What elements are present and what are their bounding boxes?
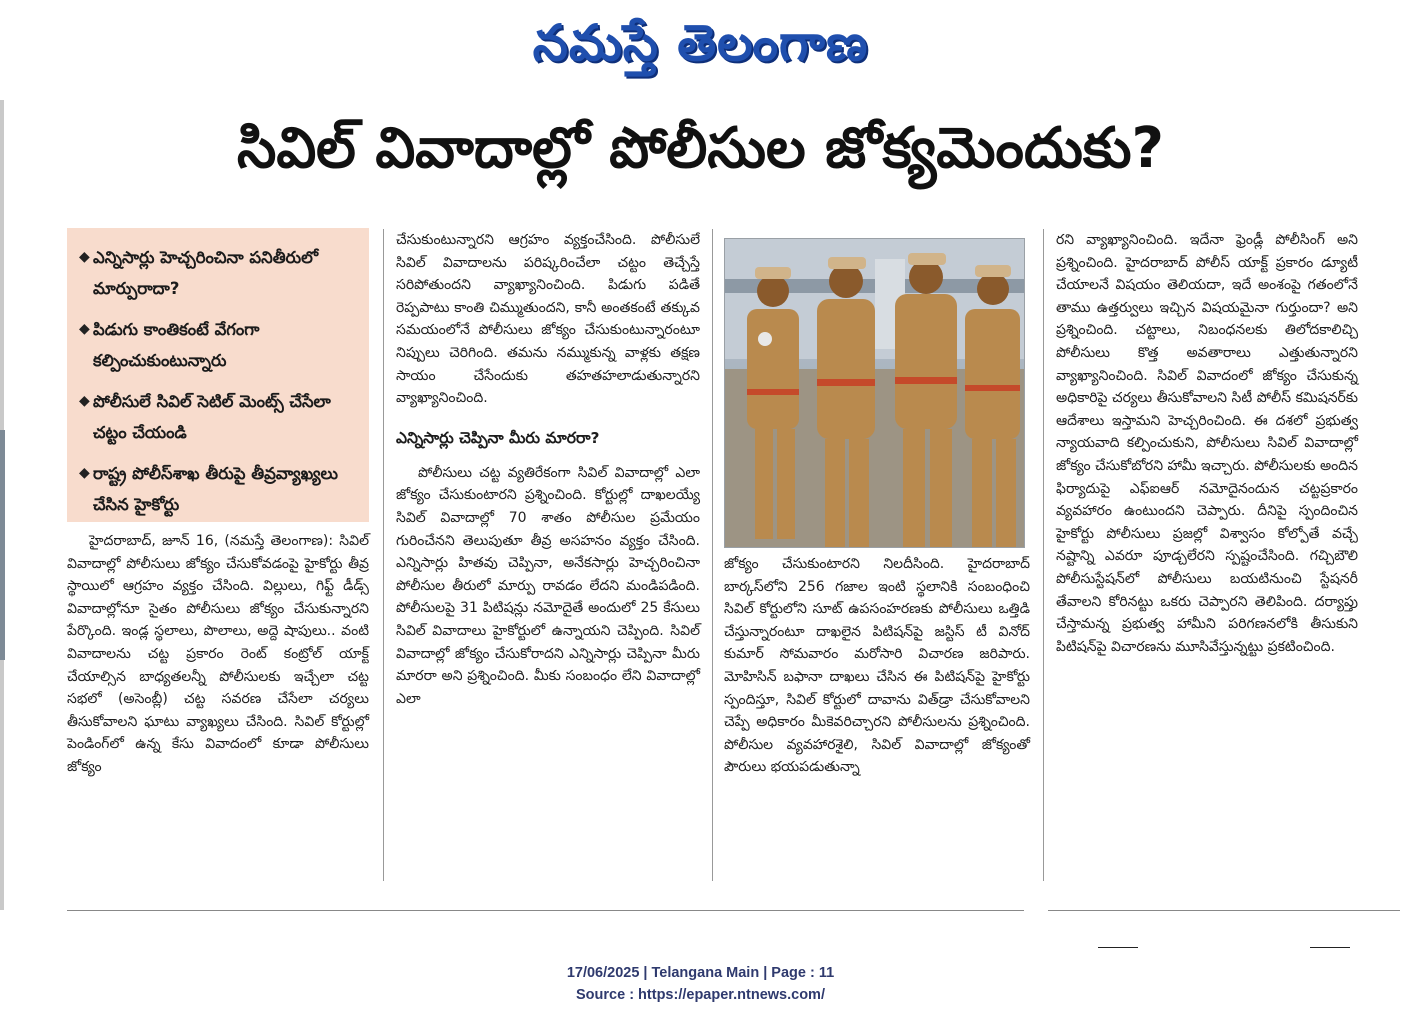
article-paragraph: జోక్యం చేసుకుంటారని నిలదీసింది. హైదరాబాద్ బార్కస్‌లోని 256 గజాల ఇంటి స్థలానికి సంబంధించి సివిల్ కోర్టులోని సూట్ ఉపసంహరణకు పోలీసులు ఒత్తిడి చేస్తున్నారంటూ దాఖలైన పిటిషన్‌పై జస్టిస్ టీ వినోద్ కుమార్ సోమవారం మరోసారి విచారణ జరిపారు. మోహిసిన్ బఫానా దాఖలు చేసిన ఈ పిటిషన్‌పై హైకోర్టు స్పందిస్తూ, సివిల్ కోర్టులో దావాను విత్‌డ్రా చేసుకోవాలని చెప్పే అధికారం మీకెవరిచ్చారని పోలీసులను ప్రశ్నించింది. పోలీసుల వ్యవహారశైలి, సివిల్ వివాదాల్లో జోక్యంతో పౌరులు భయపడుతున్నా [724, 556, 1030, 776]
highlight-item [79, 242, 359, 304]
highlights-box [67, 228, 369, 522]
bullet-diamond-icon: ◆ [79, 249, 90, 265]
highlight-text: రాష్ట్ర పోలీస్‌శాఖ తీరుపై తీవ్రవ్యాఖ్యలు చేసిన హైకోర్టు [93, 464, 338, 514]
police-officers-photo [724, 238, 1025, 548]
cropped-text-fragment [1070, 943, 1370, 948]
bottom-rule [1048, 910, 1400, 911]
article-headline: సివిల్ వివాదాల్లో పోలీసుల జోక్యమెందుకు? [237, 116, 1164, 181]
bullet-diamond-icon: ◆ [79, 465, 90, 481]
highlight-text: పిడుగు కాంతికంటే వేగంగా కల్పించుకుంటున్నారు [93, 320, 260, 370]
bottom-rule [67, 910, 1024, 911]
edition-info: 17/06/2025 | Telangana Main | Page : 11 [566, 965, 835, 981]
bullet-diamond-icon: ◆ [79, 393, 90, 409]
newspaper-masthead: నమస్తే తెలంగాణ [532, 14, 869, 72]
article-paragraph: రని వ్యాఖ్యానించింది. ఇదేనా ఫ్రెండ్లీ పోలీసింగ్ అని ప్రశ్నించింది. హైదరాబాద్ పోలీస్ యాక్ట్ ప్రకారం డ్యూటీ చేయాలనే విషయం తెలియదా, ఇదే అంశంపై గతంలోనే తాము ఉత్తర్వులు ఇచ్చిన విషయమైనా గుర్తుందా? అని ప్రశ్నించింది. చట్టాలు, నిబంధనలకు తిలోదకాలిచ్చి పోలీసులు కొత్త అవతారాలు ఎత్తుతున్నారని వ్యాఖ్యానించింది. సివిల్ వివాదంలో జోక్యం చేసుకున్న అధికారిపై చర్యలు తీసుకోవాలని సిటీ పోలీస్ కమిషనర్‌కు ఆదేశాలు ఇస్తామని హెచ్చరించింది. ఈ దశలో ప్రభుత్వ న్యాయవాది కల్పించుకుని, పోలీసులు సివిల్ వివాదాల్లో జోక్యం చేసుకోబోరని హామీ ఇచ్చారు. పోలీసులకు అందిన ఫిర్యాదుపై ఎఫ్ఐఆర్ నమోదైనందున చట్టప్రకారం వ్యవహారం ఉంటుందని చెప్పారు. దీనిపై స్పందించిన హైకోర్టు పోలీసులు ప్రజల్లో విశ్వాసం కోల్పోతే వచ్చే నష్టాన్ని ఎవరూ పూడ్చలేరని స్పష్టంచేసింది. గచ్చిబౌలి పోలీసుస్టేషన్‌లో పోలీసులు బయటినుంచి స్టేషనరీ తేవాలని కోరినట్టు ఒకరు చెప్పారని తెలిపింది. దర్యాప్తు చేస్తామన్న ప్రభుత్వ హామీని పరిగణనలోకి తీసుకుని పిటిషన్‌పై విచారణను మూసివేస్తున్నట్టు ప్రకటించింది. [1056, 232, 1358, 655]
next-article-fragment [1070, 938, 1370, 948]
highlight-item [79, 386, 359, 448]
source-url: Source : https://epaper.ntnews.com/ [576, 987, 825, 1003]
bullet-diamond-icon: ◆ [79, 321, 90, 337]
adjacent-page-fragment [0, 430, 5, 660]
article-column-3 [724, 553, 1030, 779]
article-paragraph: పోలీసులు చట్ట వ్యతిరేకంగా సివిల్ వివాదాల్లో ఎలా జోక్యం చేసుకుంటారని ప్రశ్నించింది. కోర్టుల్లో దాఖలయ్యే సివిల్ వివాదాల్లో 70 శాతం పోలీసుల ప్రమేయం గురించేనని తెలుపుతూ తీవ్ర అసహనం వ్యక్తం చేసింది. ఎన్నిసార్లు హితవు చెప్పినా, అనేకసార్లు హెచ్చరించినా పోలీసుల తీరులో మార్పు రావడం లేదని మండిపడింది. పోలీసులపై 31 పిటిషన్లు నమోదైతే అందులో 25 కేసులు సివిల్ వివాదాలు హైకోర్టులో ఉన్నాయని చెప్పింది. సివిల్ వివాదాల్లో జోక్యం చేసుకోరాదని ఎన్నిసార్లు చెప్పినా మీరు మారరా అని ప్రశ్నించింది. మీకు సంబంధం లేని వివాదాల్లో ఎలా [396, 464, 700, 707]
photo-illustration [725, 239, 1025, 548]
page-footer [0, 962, 1401, 1006]
highlight-text: పోలీసులే సివిల్ సెటిల్ మెంట్స్ చేసేలా చట్టం చేయండి [93, 392, 331, 442]
article-paragraph: హైదరాబాద్, జూన్ 16, (నమస్తే తెలంగాణ): సివిల్ వివాదాల్లో పోలీసులు జోక్యం చేసుకోవడంపై హైకోర్టు తీవ్ర స్థాయిలో ఆగ్రహం వ్యక్తం చేసింది. విల్లులు, గిఫ్ట్ డీడ్స్ వివాదాల్లోనూ సైతం పోలీసులు జోక్యం చేసుకున్నారని పేర్కొంది. ఇండ్ల స్థలాలు, పొలాలు, అద్దె షాపులు.. వంటి వివాదాలను చట్ట ప్రకారం రెంట్ కంట్రోల్ యాక్ట్ చేయాల్సిన బాధ్యతలన్నీ పోలీసులకు ఇచ్చేలా చట్ట సభలో (అసెంబ్లీ) చట్ట సవరణ చేసేలా చర్యలు తీసుకోవాలని ఘాటు వ్యాఖ్యలు చేసింది. సివిల్ కోర్టుల్లో పెండింగ్‌లో ఉన్న కేసు వివాదంలో కూడా పోలీసులు జోక్యం [67, 533, 369, 775]
column-divider [712, 229, 713, 881]
article-column-1 [67, 530, 369, 779]
highlight-text: ఎన్నిసార్లు హెచ్చరించినా పనితీరులో మార్పురాదా? [93, 248, 319, 298]
article-paragraph: చేసుకుంటున్నారని ఆగ్రహం వ్యక్తంచేసింది. పోలీసులే సివిల్ వివాదాలను పరిష్కరించేలా చట్టం తెచ్చేస్తే సరిపోతుందని వ్యాఖ్యానించింది. పిడుగు పడితే రెప్పపాటు కాంతి చిమ్ముతుందని, కానీ అంతకంటే తక్కువ సమయంలోనే పోలీసులు జోక్యం చేసుకుంటున్నారంటూ నిప్పులు చెరిగింది. తమను నమ్ముకున్న వాళ్లకు తక్షణ సాయం చేసేందుకు తహతహలాడుతున్నారని వ్యాఖ్యానించింది. [396, 232, 700, 407]
article-column-2 [396, 229, 700, 710]
column-divider [1043, 229, 1044, 881]
article-subheading: ఎన్నిసార్లు చెప్పినా మీరు మారరా? [396, 428, 600, 447]
highlight-item [79, 458, 359, 520]
column-divider [383, 229, 384, 881]
article-column-4 [1056, 229, 1358, 658]
highlight-item [79, 314, 359, 376]
